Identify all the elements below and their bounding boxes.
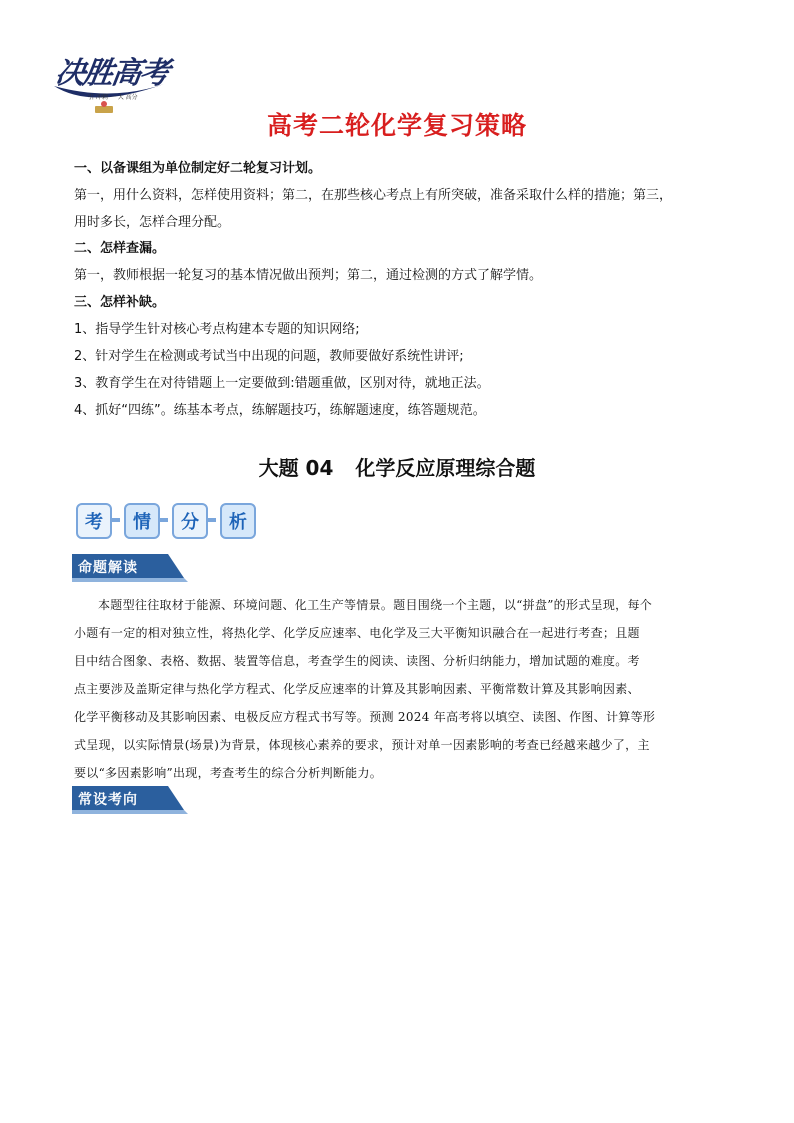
tile-connector <box>112 518 120 522</box>
tile-qing: 情 <box>124 503 160 539</box>
page-title: 高考二轮化学复习策略 <box>266 111 527 140</box>
strategy-line: 三、怎样补缺。 <box>74 295 166 310</box>
section-name: 化学反应原理综合题 <box>355 456 536 480</box>
strategy-line: 第一，用什么资料，怎样使用资料；第二，在那些核心考点上有所突破，准备采取什么样的措施；第三， <box>74 188 673 203</box>
tile-xi: 析 <box>220 503 256 539</box>
strategy-line: 1、指导学生针对核心考点构建本专题的知识网络; <box>74 322 360 337</box>
tile-kao: 考 <box>76 503 112 539</box>
banner-changshe <box>72 786 188 816</box>
paragraph-line: 本题型往往取材于能源、环境问题、化工生产等情景。题目围绕一个主题，以“拼盘”的形式呈现，每个 <box>98 598 653 612</box>
paragraph-line: 化学平衡移动及其影响因素、电极反应方程式书写等。预测 2024 年高考将以填空、读图、作图、计算等形 <box>74 710 656 724</box>
tile-connector <box>160 518 168 522</box>
banner-mingti <box>72 554 188 584</box>
strategy-line: 3、教育学生在对待错题上一定要做到:错题重做，区别对待，就地正法。 <box>74 376 490 391</box>
strategy-line: 二、怎样查漏。 <box>74 241 166 256</box>
paragraph-line: 目中结合图象、表格、数据、装置等信息，考查学生的阅读、读图、分析归纳能力，增加试题的难度。考 <box>74 654 640 668</box>
section-number: 大题 04 <box>258 456 334 480</box>
paragraph-line: 要以“多因素影响”出现，考查考生的综合分析判断能力。 <box>74 766 383 780</box>
strategy-line: 一、以备课组为单位制定好二轮复习计划。 <box>74 161 322 176</box>
analysis-tiles <box>74 500 264 546</box>
strategy-line: 4、抓好“四练”。练基本考点，练解题技巧，练解题速度，练答题规范。 <box>74 403 486 418</box>
banner-label: 常设考向 <box>78 792 138 808</box>
tile-connector <box>208 518 216 522</box>
tile-fen: 分 <box>172 503 208 539</box>
strategy-line: 用时多长，怎样合理分配。 <box>74 215 231 230</box>
paragraph-line: 点主要涉及盖斯定律与热化学方程式、化学反应速率的计算及其影响因素、平衡常数计算及其影响因素、 <box>74 682 640 696</box>
banner-label: 命题解读 <box>78 560 138 576</box>
paragraph-line: 小题有一定的相对独立性，将热化学、化学反应速率、电化学及三大平衡知识融合在一起进行考查；且题 <box>74 626 640 640</box>
strategy-line: 第一，教师根据一轮复习的基本情况做出预判；第二，通过检测的方式了解学情。 <box>74 268 543 283</box>
logo-caption: 引 冲刺 一 大 高分 <box>88 94 138 101</box>
paragraph-line: 式呈现，以实际情景(场景)为背景，体现核心素养的要求，预计对单一因素影响的考查已经越来越少了，主 <box>74 738 650 752</box>
logo-text: 决胜高考 <box>53 56 170 91</box>
strategy-line: 2、针对学生在检测或考试当中出现的问题，教师要做好系统性讲评; <box>74 349 464 364</box>
section-heading <box>0 452 794 481</box>
